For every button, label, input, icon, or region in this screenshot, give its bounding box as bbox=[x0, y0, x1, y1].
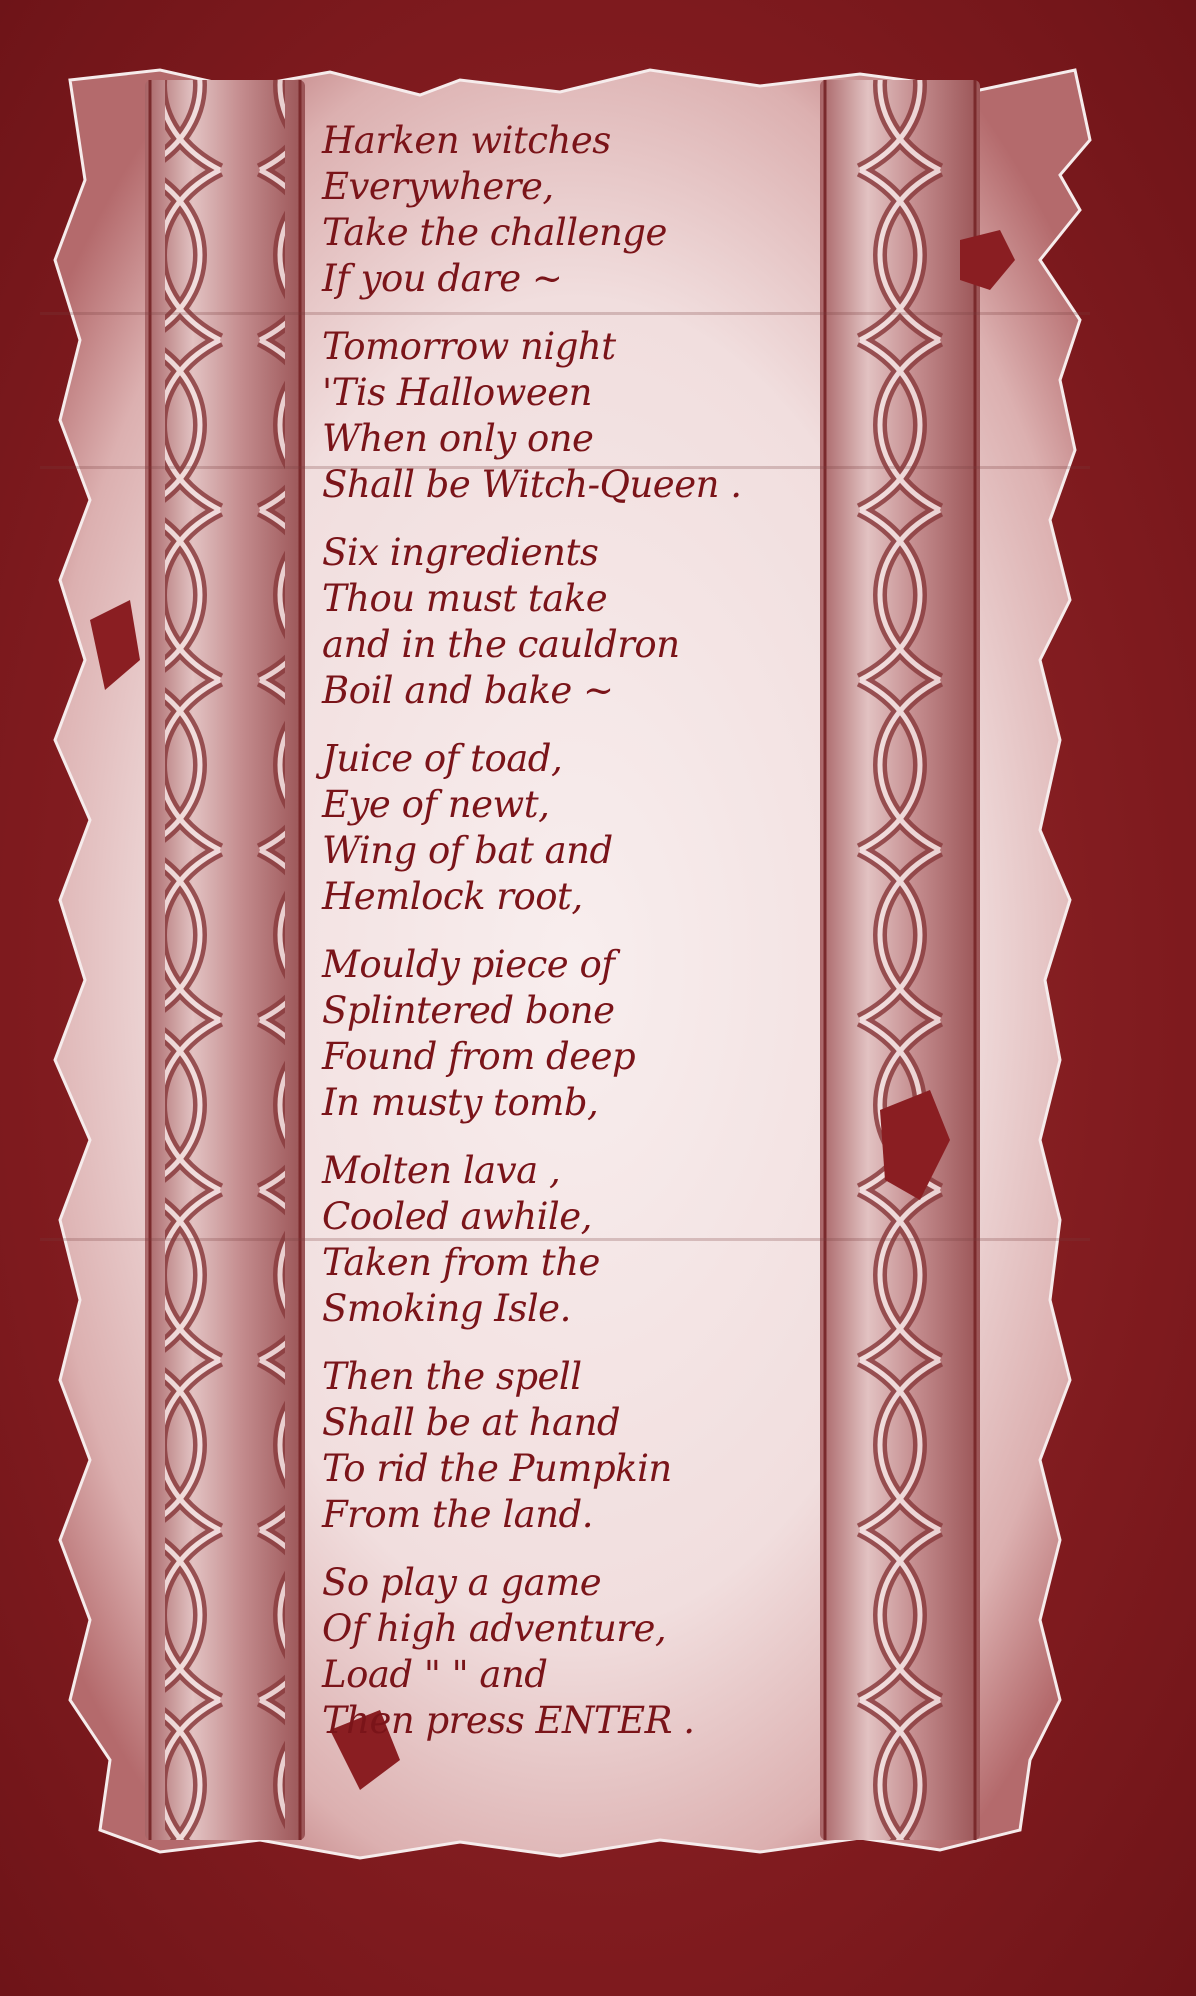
poem-stanza bbox=[322, 118, 792, 302]
poem-line: Shall be at hand bbox=[322, 1401, 621, 1444]
poem-line: If you dare ~ bbox=[322, 257, 563, 300]
poem-line: Boil and bake ~ bbox=[322, 669, 614, 712]
poem-line: Wing of bat and bbox=[322, 829, 613, 872]
poem-line: Everywhere, bbox=[322, 165, 554, 208]
poem-line: Taken from the bbox=[322, 1241, 600, 1284]
poem-line: Six ingredients bbox=[322, 531, 599, 574]
poem-stanza bbox=[322, 1148, 792, 1332]
poem-line: Mouldy piece of bbox=[322, 943, 615, 986]
poem-line: Splintered bone bbox=[322, 989, 615, 1032]
poem-line: Eye of newt, bbox=[322, 783, 550, 826]
poem-stanza bbox=[322, 1560, 792, 1744]
poem-line: Then press ENTER . bbox=[322, 1699, 695, 1742]
poem-line: Shall be Witch-Queen . bbox=[322, 463, 742, 506]
poem-line: and in the cauldron bbox=[322, 623, 680, 666]
poem-line: To rid the Pumpkin bbox=[322, 1447, 672, 1490]
poem-line: Then the spell bbox=[322, 1355, 582, 1398]
poem-line: Juice of toad, bbox=[322, 737, 563, 780]
poem-line: So play a game bbox=[322, 1561, 602, 1604]
poem-line: Thou must take bbox=[322, 577, 608, 620]
poem-line: Found from deep bbox=[322, 1035, 636, 1078]
poem-stanza bbox=[322, 736, 792, 920]
poem-text bbox=[322, 118, 792, 1766]
poem-stanza bbox=[322, 1354, 792, 1538]
poem-line: Molten lava , bbox=[322, 1149, 561, 1192]
poem-line: Hemlock root, bbox=[322, 875, 583, 918]
poem-line: Load " " and bbox=[322, 1653, 548, 1696]
poem-stanza bbox=[322, 324, 792, 508]
poem-line: Smoking Isle. bbox=[322, 1287, 571, 1330]
poem-stanza bbox=[322, 530, 792, 714]
poem-line: In musty tomb, bbox=[322, 1081, 599, 1124]
poem-stanza bbox=[322, 942, 792, 1126]
poem-line: When only one bbox=[322, 417, 594, 460]
poem-line: 'Tis Halloween bbox=[322, 371, 592, 414]
poem-line: Cooled awhile, bbox=[322, 1195, 592, 1238]
poem-line: Take the challenge bbox=[322, 211, 667, 254]
poem-line: Tomorrow night bbox=[322, 325, 616, 368]
poem-line: From the land. bbox=[322, 1493, 594, 1536]
poem-line: Harken witches bbox=[322, 119, 611, 162]
poem-line: Of high adventure, bbox=[322, 1607, 667, 1650]
